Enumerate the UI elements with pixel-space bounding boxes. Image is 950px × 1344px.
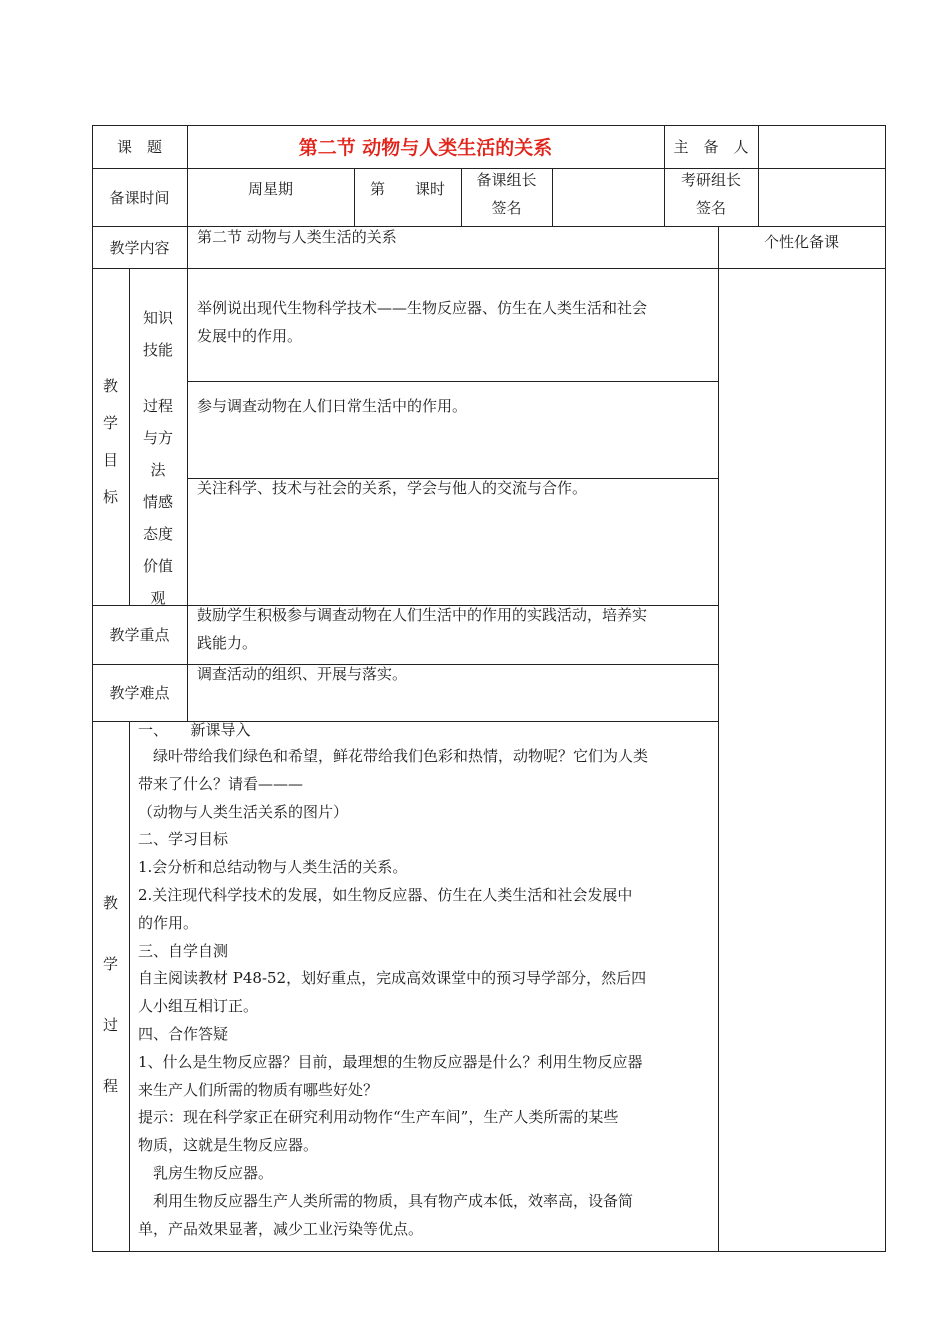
process-method-label: [129, 390, 187, 486]
paragraph-line: 自主阅读教材 P48-52，划好重点，完成高效课堂中的预习导学部分，然后四: [138, 969, 647, 988]
teaching-process-label: [92, 873, 129, 1117]
paragraph-line: 绿叶带给我们绿色和希望，鲜花带给我们色彩和热情，动物呢？它们为人类: [138, 747, 649, 765]
research-leader-line-1: 考研组长: [680, 171, 741, 189]
list-item: 的作用。: [138, 913, 199, 932]
paragraph-line: 人小组互相订正。: [138, 997, 259, 1016]
group-leader-label: [461, 166, 552, 222]
text-line: 鼓励学生积极参与调查动物在人们生活中的作用的实践活动，培养实: [197, 606, 648, 624]
key-point-label: 教学重点: [109, 626, 170, 644]
content-label: 教学内容: [109, 238, 170, 257]
process-label-line: 过程: [142, 397, 173, 415]
emotion-label-line: 态度: [142, 525, 173, 543]
topic-label: 课 题: [116, 138, 162, 156]
knowledge-text: [197, 294, 717, 350]
personal-prep-label: 个性化备课: [763, 232, 839, 251]
goals-label: [92, 368, 129, 516]
goals-char: 教: [102, 377, 118, 395]
paragraph-line: 来生产人们所需的物质有哪些好处？: [138, 1080, 379, 1099]
emotion-label-line: 情感: [142, 493, 173, 511]
emotion-label: [129, 486, 187, 614]
process-char: 程: [102, 1077, 118, 1095]
process-method-text: 参与调查动物在人们日常生活中的作用。: [197, 397, 468, 415]
group-leader-line-2: 签名: [491, 199, 522, 217]
difficulty-label: 教学难点: [109, 684, 170, 702]
goals-char: 学: [102, 414, 118, 432]
page-title: 第二节 动物与人类生活的关系: [298, 137, 553, 159]
paragraph-line: 提示：现在科学家正在研究利用动物作“生产车间”，生产人类所需的某些: [138, 1108, 619, 1127]
list-item: 2.关注现代科学技术的发展，如生物反应器、仿生在人类生活和社会发展中: [138, 885, 633, 904]
process-char: 教: [102, 894, 118, 912]
paragraph-line: 乳房生物反应器。: [138, 1163, 274, 1182]
content-text: 第二节 动物与人类生活的关系: [197, 228, 397, 246]
difficulty-text: 调查活动的组织、开展与落实。: [197, 665, 408, 683]
goals-char: 标: [102, 488, 118, 506]
process-label-line: 法: [150, 461, 166, 479]
preparer-label: 主 备 人: [673, 138, 749, 156]
prep-time-label: 备课时间: [109, 188, 170, 207]
week-label: 周星期: [247, 180, 293, 198]
paragraph-line: 利用生物反应器生产人类所需的物质，具有物产成本低，效率高，设备简: [138, 1191, 634, 1210]
research-leader-line-2: 签名: [695, 199, 726, 217]
knowledge-label: [129, 302, 187, 366]
section-heading: 四、合作答疑: [138, 1024, 229, 1043]
process-char: 过: [102, 1016, 118, 1034]
paragraph-line: 单，产品效果显著，减少工业污染等优点。: [138, 1219, 424, 1238]
lesson-label: 第 课时: [369, 180, 445, 198]
paragraph-line: 1、什么是生物反应器？目前，最理想的生物反应器是什么？利用生物反应器: [138, 1052, 643, 1071]
text-line: 践能力。: [197, 634, 258, 652]
teaching-process-body: [138, 717, 716, 1243]
knowledge-label-line: 知识: [142, 309, 173, 327]
key-point-text: [197, 601, 717, 657]
preparer-value: [758, 125, 885, 168]
process-label-line: 与方: [142, 429, 173, 447]
section-heading: 三、自学自测: [138, 941, 229, 960]
research-leader-label: [664, 166, 758, 222]
group-leader-line-1: 备课组长: [476, 171, 537, 189]
goals-char: 目: [102, 451, 118, 469]
emotion-label-line: 价值: [142, 557, 173, 575]
text-line: 举例说出现代生物科学技术——生物反应器、仿生在人类生活和社会: [197, 299, 648, 317]
text-line: 发展中的作用。: [197, 327, 303, 345]
list-item: 1.会分析和总结动物与人类生活的关系。: [138, 858, 408, 877]
knowledge-label-line: 技能: [142, 341, 173, 359]
paragraph-line: （动物与人类生活关系的图片）: [138, 802, 349, 821]
emotion-label-line: 观: [150, 589, 166, 607]
section-heading: 一、 新课导入: [138, 721, 251, 739]
emotion-text: 关注科学、技术与社会的关系，学会与他人的交流与合作。: [197, 479, 588, 497]
process-char: 学: [102, 955, 118, 973]
paragraph-line: 物质，这就是生物反应器。: [138, 1136, 319, 1155]
section-heading: 二、学习目标: [138, 830, 229, 849]
paragraph-line: 带来了什么？请看———: [138, 774, 304, 793]
